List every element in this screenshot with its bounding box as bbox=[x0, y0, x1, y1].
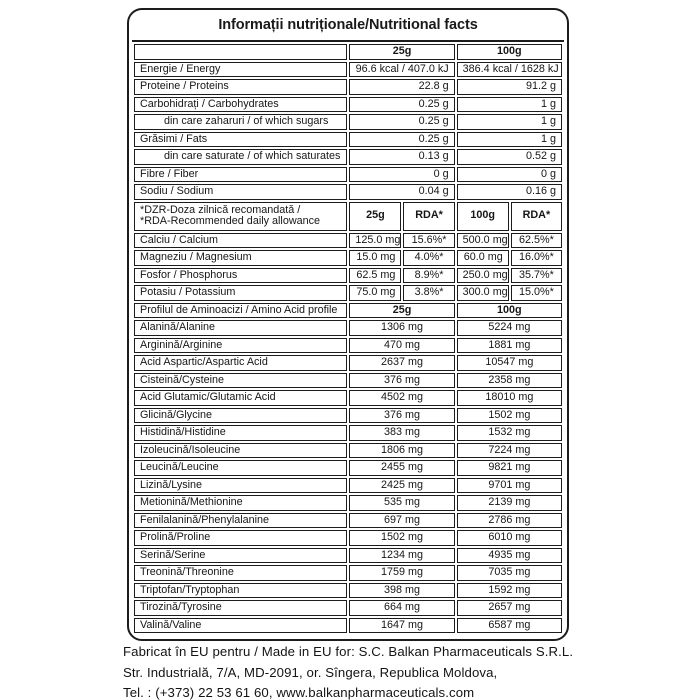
table-row bbox=[134, 408, 562, 424]
rda-percent-100g: 15.0%* bbox=[511, 285, 562, 301]
table-row bbox=[134, 618, 562, 634]
value-100g: 4935 mg bbox=[457, 548, 562, 564]
table-row bbox=[134, 167, 562, 183]
row-label: Energie / Energy bbox=[134, 62, 347, 78]
rda-percent-25g: 15.6%* bbox=[403, 233, 454, 249]
row-label: Histidină/Histidine bbox=[134, 425, 347, 441]
table-row bbox=[134, 513, 562, 529]
row-label: Acid Glutamic/Glutamic Acid bbox=[134, 390, 347, 406]
value-25g: 2637 mg bbox=[349, 355, 454, 371]
value-100g: 0.52 g bbox=[457, 149, 562, 165]
value-25g: 664 mg bbox=[349, 600, 454, 616]
value-100g: 1 g bbox=[457, 97, 562, 113]
row-label: Izoleucină/Isoleucine bbox=[134, 443, 347, 459]
value-25g: 470 mg bbox=[349, 338, 454, 354]
value-100g: 500.0 mg bbox=[457, 233, 509, 249]
row-label: Grăsimi / Fats bbox=[134, 132, 347, 148]
row-label: Tirozină/Tyrosine bbox=[134, 600, 347, 616]
manufacturer-info bbox=[123, 642, 683, 700]
row-label: din care zaharuri / of which sugars bbox=[134, 114, 347, 130]
row-label: Serină/Serine bbox=[134, 548, 347, 564]
nutrition-facts-label bbox=[127, 8, 569, 641]
manufacturer-line1: Fabricat în EU pentru / Made in EU for: S.C. Balkan Pharmaceuticals S.R.L. bbox=[123, 644, 574, 659]
value-25g: 0.25 g bbox=[349, 97, 454, 113]
value-100g: 0.16 g bbox=[457, 184, 562, 200]
value-25g: 1647 mg bbox=[349, 618, 454, 634]
value-25g: 125.0 mg bbox=[349, 233, 401, 249]
value-25g: 22.8 g bbox=[349, 79, 454, 95]
row-label: Fibre / Fiber bbox=[134, 167, 347, 183]
value-25g: 1306 mg bbox=[349, 320, 454, 336]
value-100g: 7035 mg bbox=[457, 565, 562, 581]
value-100g: 6010 mg bbox=[457, 530, 562, 546]
table-row bbox=[134, 355, 562, 371]
amino-header-row bbox=[134, 303, 562, 319]
value-25g: 75.0 mg bbox=[349, 285, 401, 301]
table-row bbox=[134, 530, 562, 546]
row-label: Proteine / Proteins bbox=[134, 79, 347, 95]
table-row bbox=[134, 460, 562, 476]
rda-header-rda2: RDA* bbox=[511, 202, 562, 231]
value-100g: 2657 mg bbox=[457, 600, 562, 616]
value-100g: 2358 mg bbox=[457, 373, 562, 389]
value-100g: 7224 mg bbox=[457, 443, 562, 459]
row-label: Prolină/Proline bbox=[134, 530, 347, 546]
value-25g: 1234 mg bbox=[349, 548, 454, 564]
table-row bbox=[134, 268, 562, 284]
value-25g: 0.04 g bbox=[349, 184, 454, 200]
table-row bbox=[134, 79, 562, 95]
table-row bbox=[134, 338, 562, 354]
value-25g: 0.25 g bbox=[349, 132, 454, 148]
value-25g: 2455 mg bbox=[349, 460, 454, 476]
table-row bbox=[134, 425, 562, 441]
table-row bbox=[134, 233, 562, 249]
value-25g: 697 mg bbox=[349, 513, 454, 529]
row-label: Alanină/Alanine bbox=[134, 320, 347, 336]
row-label: Glicină/Glycine bbox=[134, 408, 347, 424]
row-label: Acid Aspartic/Aspartic Acid bbox=[134, 355, 347, 371]
row-label: Magneziu / Magnesium bbox=[134, 250, 347, 266]
value-100g: 1881 mg bbox=[457, 338, 562, 354]
table-row bbox=[134, 285, 562, 301]
value-25g: 398 mg bbox=[349, 583, 454, 599]
table-row bbox=[134, 495, 562, 511]
amino-header-100g: 100g bbox=[457, 303, 562, 319]
row-label: Carbohidrați / Carbohydrates bbox=[134, 97, 347, 113]
value-25g: 2425 mg bbox=[349, 478, 454, 494]
value-25g: 15.0 mg bbox=[349, 250, 401, 266]
serving-header-blank-cell bbox=[134, 44, 347, 60]
table-row bbox=[134, 184, 562, 200]
value-25g: 0 g bbox=[349, 167, 454, 183]
table-row bbox=[134, 478, 562, 494]
table-row bbox=[134, 62, 562, 78]
value-100g: 2139 mg bbox=[457, 495, 562, 511]
rda-percent-100g: 16.0%* bbox=[511, 250, 562, 266]
value-100g: 9821 mg bbox=[457, 460, 562, 476]
value-25g: 0.25 g bbox=[349, 114, 454, 130]
table-row bbox=[134, 320, 562, 336]
rda-percent-100g: 62.5%* bbox=[511, 233, 562, 249]
row-label: Cisteină/Cysteine bbox=[134, 373, 347, 389]
value-100g: 1502 mg bbox=[457, 408, 562, 424]
value-100g: 0 g bbox=[457, 167, 562, 183]
row-label: din care saturate / of which saturates bbox=[134, 149, 347, 165]
table-row bbox=[134, 132, 562, 148]
table-row bbox=[134, 443, 562, 459]
value-100g: 18010 mg bbox=[457, 390, 562, 406]
row-label: Lizină/Lysine bbox=[134, 478, 347, 494]
row-label: Potasiu / Potassium bbox=[134, 285, 347, 301]
serving-header-100g: 100g bbox=[457, 44, 562, 60]
value-25g: 4502 mg bbox=[349, 390, 454, 406]
table-row bbox=[134, 373, 562, 389]
value-25g: 1806 mg bbox=[349, 443, 454, 459]
nutrition-table bbox=[132, 42, 564, 635]
row-label: Arginină/Arginine bbox=[134, 338, 347, 354]
table-row bbox=[134, 97, 562, 113]
rda-header-25g: 25g bbox=[349, 202, 401, 231]
table-row bbox=[134, 565, 562, 581]
rda-header-rda1: RDA* bbox=[403, 202, 454, 231]
table-row bbox=[134, 583, 562, 599]
rda-percent-25g: 3.8%* bbox=[403, 285, 454, 301]
manufacturer-line2: Str. Industrială, 7/A, MD-2091, or. Sîngera, Republica Moldova, bbox=[123, 664, 498, 680]
table-row bbox=[134, 390, 562, 406]
value-100g: 300.0 mg bbox=[457, 285, 509, 301]
row-label: Treonină/Threonine bbox=[134, 565, 347, 581]
table-row bbox=[134, 250, 562, 266]
rda-header-line1: *DZR-Doza zilnică recomandată / bbox=[140, 203, 301, 216]
value-100g: 386.4 kcal / 1628 kJ bbox=[457, 62, 562, 78]
value-100g: 1 g bbox=[457, 132, 562, 148]
value-100g: 250.0 mg bbox=[457, 268, 509, 284]
value-100g: 91.2 g bbox=[457, 79, 562, 95]
row-label: Triptofan/Tryptophan bbox=[134, 583, 347, 599]
value-25g: 535 mg bbox=[349, 495, 454, 511]
rda-header-label bbox=[134, 202, 347, 231]
value-100g: 6587 mg bbox=[457, 618, 562, 634]
serving-header-25g: 25g bbox=[349, 44, 454, 60]
row-label: Fosfor / Phosphorus bbox=[134, 268, 347, 284]
amino-header-25g: 25g bbox=[349, 303, 454, 319]
value-100g: 60.0 mg bbox=[457, 250, 509, 266]
rda-header-100g: 100g bbox=[457, 202, 509, 231]
value-25g: 62.5 mg bbox=[349, 268, 401, 284]
value-100g: 1592 mg bbox=[457, 583, 562, 599]
label-title: Informații nutriționale/Nutritional facts bbox=[132, 10, 564, 42]
value-100g: 9701 mg bbox=[457, 478, 562, 494]
table-row bbox=[134, 548, 562, 564]
table-row bbox=[134, 600, 562, 616]
row-label: Metionină/Methionine bbox=[134, 495, 347, 511]
value-100g: 1 g bbox=[457, 114, 562, 130]
amino-header-label: Profilul de Aminoacizi / Amino Acid profile bbox=[134, 303, 347, 319]
rda-percent-25g: 4.0%* bbox=[403, 250, 454, 266]
value-25g: 383 mg bbox=[349, 425, 454, 441]
rda-percent-25g: 8.9%* bbox=[403, 268, 454, 284]
value-25g: 1502 mg bbox=[349, 530, 454, 546]
table-row bbox=[134, 149, 562, 165]
row-label: Valină/Valine bbox=[134, 618, 347, 634]
row-label: Fenilalanină/Phenylalanine bbox=[134, 513, 347, 529]
row-label: Calciu / Calcium bbox=[134, 233, 347, 249]
rda-header-line2: *RDA-Recommended daily allowance bbox=[140, 215, 321, 227]
value-25g: 96.6 kcal / 407.0 kJ bbox=[349, 62, 454, 78]
value-100g: 2786 mg bbox=[457, 513, 562, 529]
manufacturer-line3: Tel. : (+373) 22 53 61 60, www.balkanpharmaceuticals.com bbox=[123, 685, 475, 700]
rda-percent-100g: 35.7%* bbox=[511, 268, 562, 284]
value-25g: 1759 mg bbox=[349, 565, 454, 581]
value-25g: 0.13 g bbox=[349, 149, 454, 165]
row-label: Sodiu / Sodium bbox=[134, 184, 347, 200]
rda-header-row bbox=[134, 202, 562, 231]
value-100g: 1532 mg bbox=[457, 425, 562, 441]
value-100g: 5224 mg bbox=[457, 320, 562, 336]
value-100g: 10547 mg bbox=[457, 355, 562, 371]
serving-header-row bbox=[134, 44, 562, 60]
table-row bbox=[134, 114, 562, 130]
value-25g: 376 mg bbox=[349, 373, 454, 389]
row-label: Leucină/Leucine bbox=[134, 460, 347, 476]
value-25g: 376 mg bbox=[349, 408, 454, 424]
